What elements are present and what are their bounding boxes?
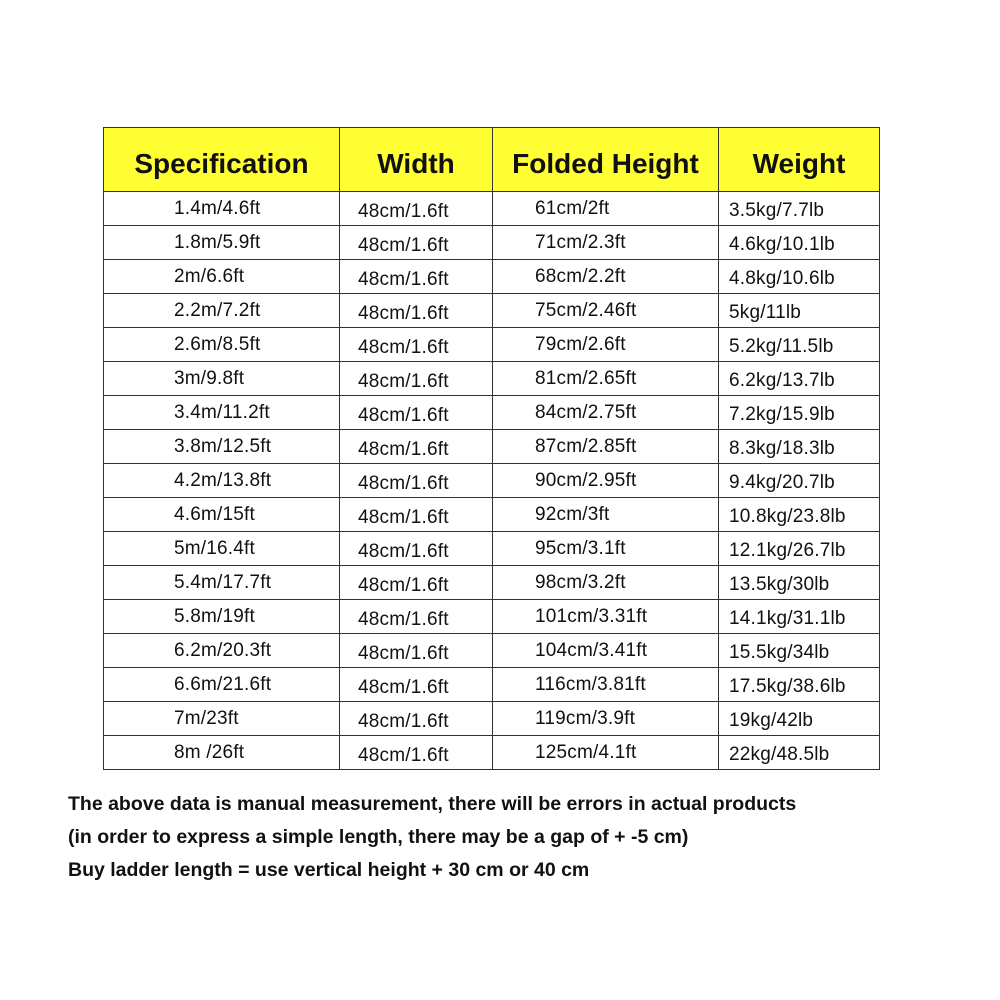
cell-weight: 5kg/11lb [719,294,880,328]
cell-weight: 7.2kg/15.9lb [719,396,880,430]
cell-folded-height: 71cm/2.3ft [493,226,719,260]
table-row [104,430,880,464]
table-row [104,532,880,566]
cell-width: 48cm/1.6ft [340,328,493,362]
table-row [104,294,880,328]
note-gap: (in order to express a simple length, there may be a gap of + -5 cm) [68,826,689,848]
cell-folded-height: 61cm/2ft [493,192,719,226]
cell-weight: 19kg/42lb [719,702,880,736]
cell-weight: 4.8kg/10.6lb [719,260,880,294]
cell-width: 48cm/1.6ft [340,736,493,770]
table-row [104,498,880,532]
cell-specification: 2m/6.6ft [104,260,340,294]
cell-weight: 14.1kg/31.1lb [719,600,880,634]
cell-folded-height: 95cm/3.1ft [493,532,719,566]
cell-specification: 5.4m/17.7ft [104,566,340,600]
table-row [104,634,880,668]
cell-width: 48cm/1.6ft [340,396,493,430]
cell-width: 48cm/1.6ft [340,464,493,498]
table-row [104,736,880,770]
table-header-row [104,128,880,192]
note-measurement: The above data is manual measurement, there will be errors in actual products [68,793,797,815]
table-row [104,328,880,362]
cell-weight: 10.8kg/23.8lb [719,498,880,532]
cell-width: 48cm/1.6ft [340,362,493,396]
cell-folded-height: 116cm/3.81ft [493,668,719,702]
cell-folded-height: 75cm/2.46ft [493,294,719,328]
table-row [104,260,880,294]
cell-weight: 8.3kg/18.3lb [719,430,880,464]
table-body [104,192,880,770]
cell-folded-height: 119cm/3.9ft [493,702,719,736]
cell-folded-height: 84cm/2.75ft [493,396,719,430]
header-specification: Specification [104,128,340,192]
table-row [104,362,880,396]
header-folded-height: Folded Height [493,128,719,192]
cell-specification: 6.6m/21.6ft [104,668,340,702]
cell-specification: 2.6m/8.5ft [104,328,340,362]
cell-weight: 4.6kg/10.1lb [719,226,880,260]
cell-folded-height: 81cm/2.65ft [493,362,719,396]
cell-width: 48cm/1.6ft [340,532,493,566]
table-row [104,464,880,498]
cell-width: 48cm/1.6ft [340,430,493,464]
cell-width: 48cm/1.6ft [340,226,493,260]
cell-specification: 2.2m/7.2ft [104,294,340,328]
table-row [104,192,880,226]
cell-specification: 3m/9.8ft [104,362,340,396]
cell-specification: 3.8m/12.5ft [104,430,340,464]
cell-weight: 15.5kg/34lb [719,634,880,668]
cell-width: 48cm/1.6ft [340,600,493,634]
table-row [104,702,880,736]
cell-width: 48cm/1.6ft [340,668,493,702]
table-row [104,566,880,600]
cell-specification: 8m /26ft [104,736,340,770]
spec-table [103,127,880,770]
cell-weight: 13.5kg/30lb [719,566,880,600]
table-row [104,396,880,430]
cell-specification: 1.8m/5.9ft [104,226,340,260]
table-row [104,226,880,260]
cell-folded-height: 104cm/3.41ft [493,634,719,668]
cell-weight: 6.2kg/13.7lb [719,362,880,396]
cell-specification: 5.8m/19ft [104,600,340,634]
notes [68,788,948,887]
cell-folded-height: 92cm/3ft [493,498,719,532]
note-buy-length: Buy ladder length = use vertical height + 30 cm or 40 cm [68,859,590,881]
cell-width: 48cm/1.6ft [340,566,493,600]
cell-width: 48cm/1.6ft [340,260,493,294]
cell-width: 48cm/1.6ft [340,634,493,668]
cell-folded-height: 98cm/3.2ft [493,566,719,600]
cell-weight: 3.5kg/7.7lb [719,192,880,226]
cell-specification: 6.2m/20.3ft [104,634,340,668]
cell-weight: 9.4kg/20.7lb [719,464,880,498]
cell-specification: 3.4m/11.2ft [104,396,340,430]
cell-folded-height: 101cm/3.31ft [493,600,719,634]
table-row [104,668,880,702]
cell-folded-height: 87cm/2.85ft [493,430,719,464]
cell-folded-height: 68cm/2.2ft [493,260,719,294]
cell-width: 48cm/1.6ft [340,192,493,226]
cell-folded-height: 90cm/2.95ft [493,464,719,498]
cell-width: 48cm/1.6ft [340,498,493,532]
cell-folded-height: 79cm/2.6ft [493,328,719,362]
cell-specification: 4.6m/15ft [104,498,340,532]
table-row [104,600,880,634]
cell-weight: 17.5kg/38.6lb [719,668,880,702]
header-width: Width [340,128,493,192]
cell-width: 48cm/1.6ft [340,294,493,328]
cell-width: 48cm/1.6ft [340,702,493,736]
cell-specification: 4.2m/13.8ft [104,464,340,498]
cell-weight: 5.2kg/11.5lb [719,328,880,362]
cell-specification: 1.4m/4.6ft [104,192,340,226]
cell-weight: 12.1kg/26.7lb [719,532,880,566]
cell-specification: 7m/23ft [104,702,340,736]
cell-specification: 5m/16.4ft [104,532,340,566]
header-weight: Weight [719,128,880,192]
cell-weight: 22kg/48.5lb [719,736,880,770]
cell-folded-height: 125cm/4.1ft [493,736,719,770]
